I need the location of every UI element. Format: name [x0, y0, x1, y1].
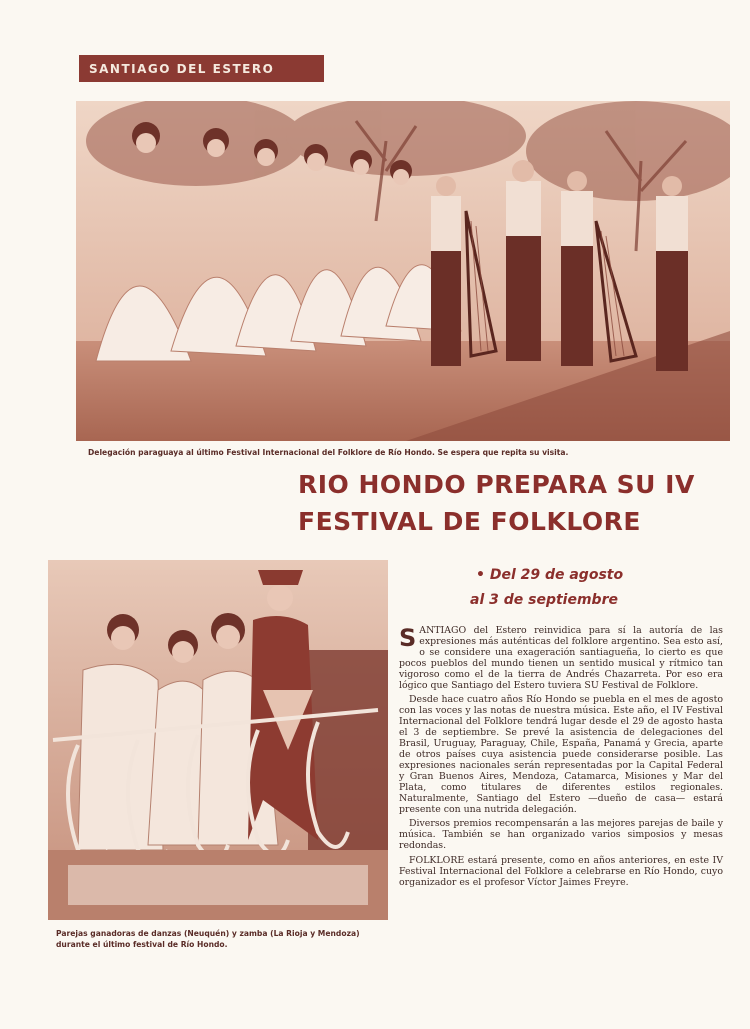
article-paragraph-2: Desde hace cuatro años Río Hondo se puebla en el mes de agosto con las voces y las notas de nuestra música. Este año, el IV Festival Internacional del Folklore tendrá lugar desde el 29 de agosto hasta el 3 de septiembre. Se prevé la asistencia de delegaciones del Brasil, Uruguay, Paraguay, Chile, España, Panamá y Grecia, aparte de otros países cuya asistencia puede considerarse posible. Las expresiones nacionales serán representadas por la Capital Federal y Gran Buenos Aires, Mendoza, Catamarca, Misiones y Mar del Plata, como titulares de diferentes estilos regionales. Naturalmente, Santiago del Estero —dueño de casa— estará presente con una nutrida delegación.: [399, 694, 723, 815]
headline-line-2: FESTIVAL DE FOLKLORE: [298, 507, 641, 536]
article-paragraph-1-text: ANTIAGO del Estero reinvidica para sí la autoría de las expresiones más auténticas del folklore argentino. Sea esto así, o se considere una exageración santiagueña, lo cierto es que pocos pueblos del mundo tienen un sentido musical y rítmico tan vigoroso como el de la tierra de Andrés Chazarreta. Por eso era lógico que Santiago del Estero tuviera SU Festival de Folklore.: [399, 625, 723, 691]
top-photo-illustration: [76, 101, 730, 441]
top-photo-paraguayan-delegation: [76, 101, 730, 441]
headline-line-1: RIO HONDO PREPARA SU IV: [298, 470, 695, 499]
section-label: SANTIAGO DEL ESTERO: [79, 55, 324, 82]
bottom-photo-caption: Parejas ganadoras de danzas (Neuquén) y zamba (La Rioja y Mendoza) durante el último festival de Río Hondo.: [56, 929, 360, 949]
article-paragraph-1: [399, 626, 723, 691]
article-paragraph-4: FOLKLORE estará presente, como en años anteriores, en este IV Festival Internacional del Folklore a celebrarse en Río Hondo, cuyo organizador es el profesor Víctor Jaimes Freyre.: [399, 855, 723, 888]
article-paragraph-3: Diversos premios recompensarán a las mejores parejas de baile y música. También se han organizado varios simposios y mesas redondas.: [399, 818, 723, 852]
dropcap: S: [399, 624, 417, 652]
bottom-photo-winning-couples: [48, 560, 388, 920]
date-subhead: [470, 563, 670, 613]
subhead-line-2: al 3 de septiembre: [470, 592, 618, 608]
article-body: [399, 626, 723, 893]
top-photo-caption: Delegación paraguaya al último Festival Internacional del Folklore de Río Hondo. Se espera que repita su visita.: [88, 448, 569, 457]
headline: [298, 466, 738, 540]
bottom-photo-illustration: [48, 560, 388, 920]
subhead-line-1: • Del 29 de agosto: [476, 567, 624, 583]
